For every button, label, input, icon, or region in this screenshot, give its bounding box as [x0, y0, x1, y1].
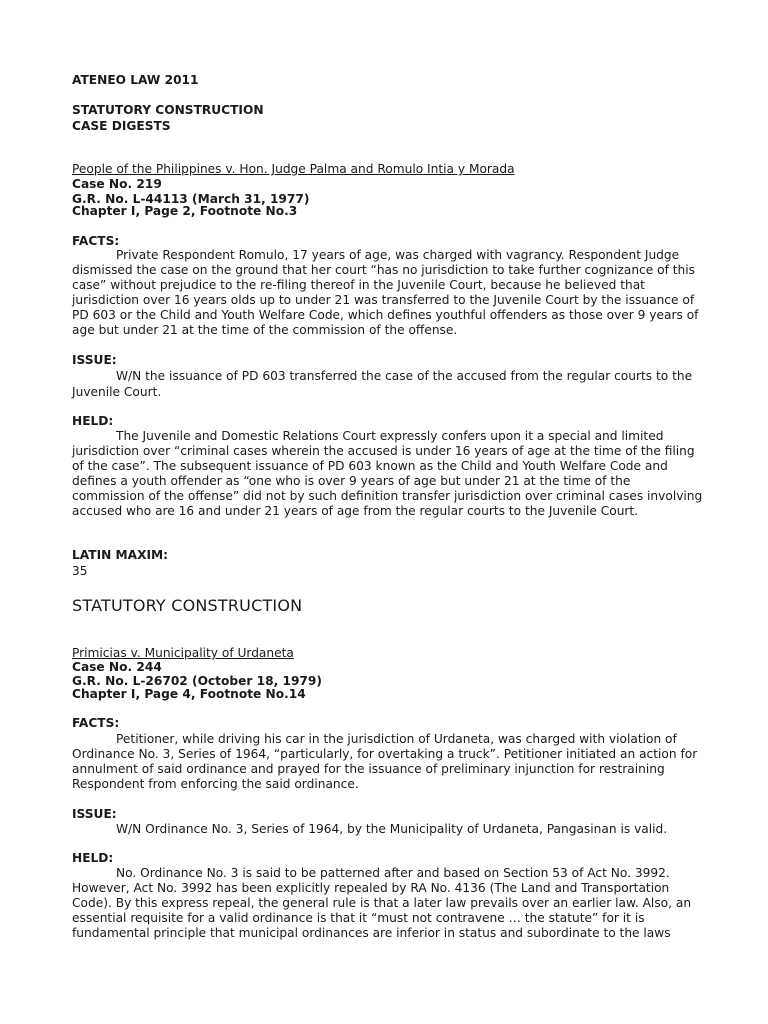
case1-title: People of the Philippines v. Hon. Judge Palma and Romulo Intia y Morada — [72, 162, 515, 176]
section-heading: STATUTORY CONSTRUCTION — [72, 596, 303, 615]
case2-held-label: HELD: — [72, 851, 114, 865]
case1-held-text: The Juvenile and Domestic Relations Court expressly confers upon it a special and limited jurisdiction over “criminal cases wherein the accused is under 16 years of age at the time of the filing of the case”. The subsequent issuance of PD 603 known as the Child and Youth Welfare Code and defines a youth offender as “one who is over 9 years of age but under 21 at the time of the commission of the offense” did not by such definition transfer jurisdiction over criminal cases involving accused who are 16 and under 21 years of age from the regular courts to the Juvenile Court. — [72, 429, 703, 518]
case1-issue-text: W/N the issuance of PD 603 transferred the case of the accused from the regular courts to the Juvenile Court. — [72, 369, 693, 399]
header-line-3: CASE DIGESTS — [72, 119, 171, 133]
case1-issue-label: ISSUE: — [72, 353, 117, 367]
case2-facts-label: FACTS: — [72, 716, 120, 730]
case1-gr-no: G.R. No. L-44113 (March 31, 1977) — [72, 192, 310, 206]
case2-case-no: Case No. 244 — [72, 660, 162, 674]
case2-facts-text: Petitioner, while driving his car in the jurisdiction of Urdaneta, was charged with violation of Ordinance No. 3, Series of 1964, “particularly, for overtaking a truck”. Petitioner initiated an action for annulment of said ordinance and prayed for the issuance of preliminary injunction for restraining Respondent from enforcing the said ordinance. — [72, 732, 698, 791]
case2-held-text: No. Ordinance No. 3 is said to be patterned after and based on Section 53 of Act No. 3992. However, Act No. 3992 has been explicitly repealed by RA No. 4136 (The Land and Transportation Code). By this express repeal, the general rule is that a later law prevails over an earlier law. Also, an essential requisite for a valid ordinance is that it “must not contravene … the statute” for it is fundamental principle that municipal ordinances are inferior in status and subordinate to the laws — [72, 866, 692, 940]
case1-facts-text: Private Respondent Romulo, 17 years of age, was charged with vagrancy. Respondent Judge dismissed the case on the ground that her court “has no jurisdiction to take further cognizance of this case” without prejudice to the re-filing thereof in the Juvenile Court, because he believed that jurisdiction over 16 years olds up to under 21 was transferred to the Juvenile Court by the issuance of PD 603 or the Child and Youth Welfare Code, which defines youthful offenders as those over 9 years of age but under 21 at the time of the commission of the offense. — [72, 248, 699, 337]
case2-issue-label: ISSUE: — [72, 807, 117, 821]
case1-maxim-value: 35 — [72, 564, 88, 578]
header-line-1: ATENEO LAW 2011 — [72, 73, 199, 87]
case1-held-label: HELD: — [72, 414, 114, 428]
case2-gr-no: G.R. No. L-26702 (October 18, 1979) — [72, 674, 322, 688]
case2-chapter: Chapter I, Page 4, Footnote No.14 — [72, 687, 306, 701]
case2-issue-text: W/N Ordinance No. 3, Series of 1964, by the Municipality of Urdaneta, Pangasinan is valid. — [116, 822, 668, 836]
case1-case-no: Case No. 219 — [72, 177, 162, 191]
case1-maxim-label: LATIN MAXIM: — [72, 548, 169, 562]
case1-chapter: Chapter I, Page 2, Footnote No.3 — [72, 204, 298, 218]
case1-facts-label: FACTS: — [72, 234, 120, 248]
case2-title: Primicias v. Municipality of Urdaneta — [72, 646, 294, 660]
header-line-2: STATUTORY CONSTRUCTION — [72, 103, 264, 117]
